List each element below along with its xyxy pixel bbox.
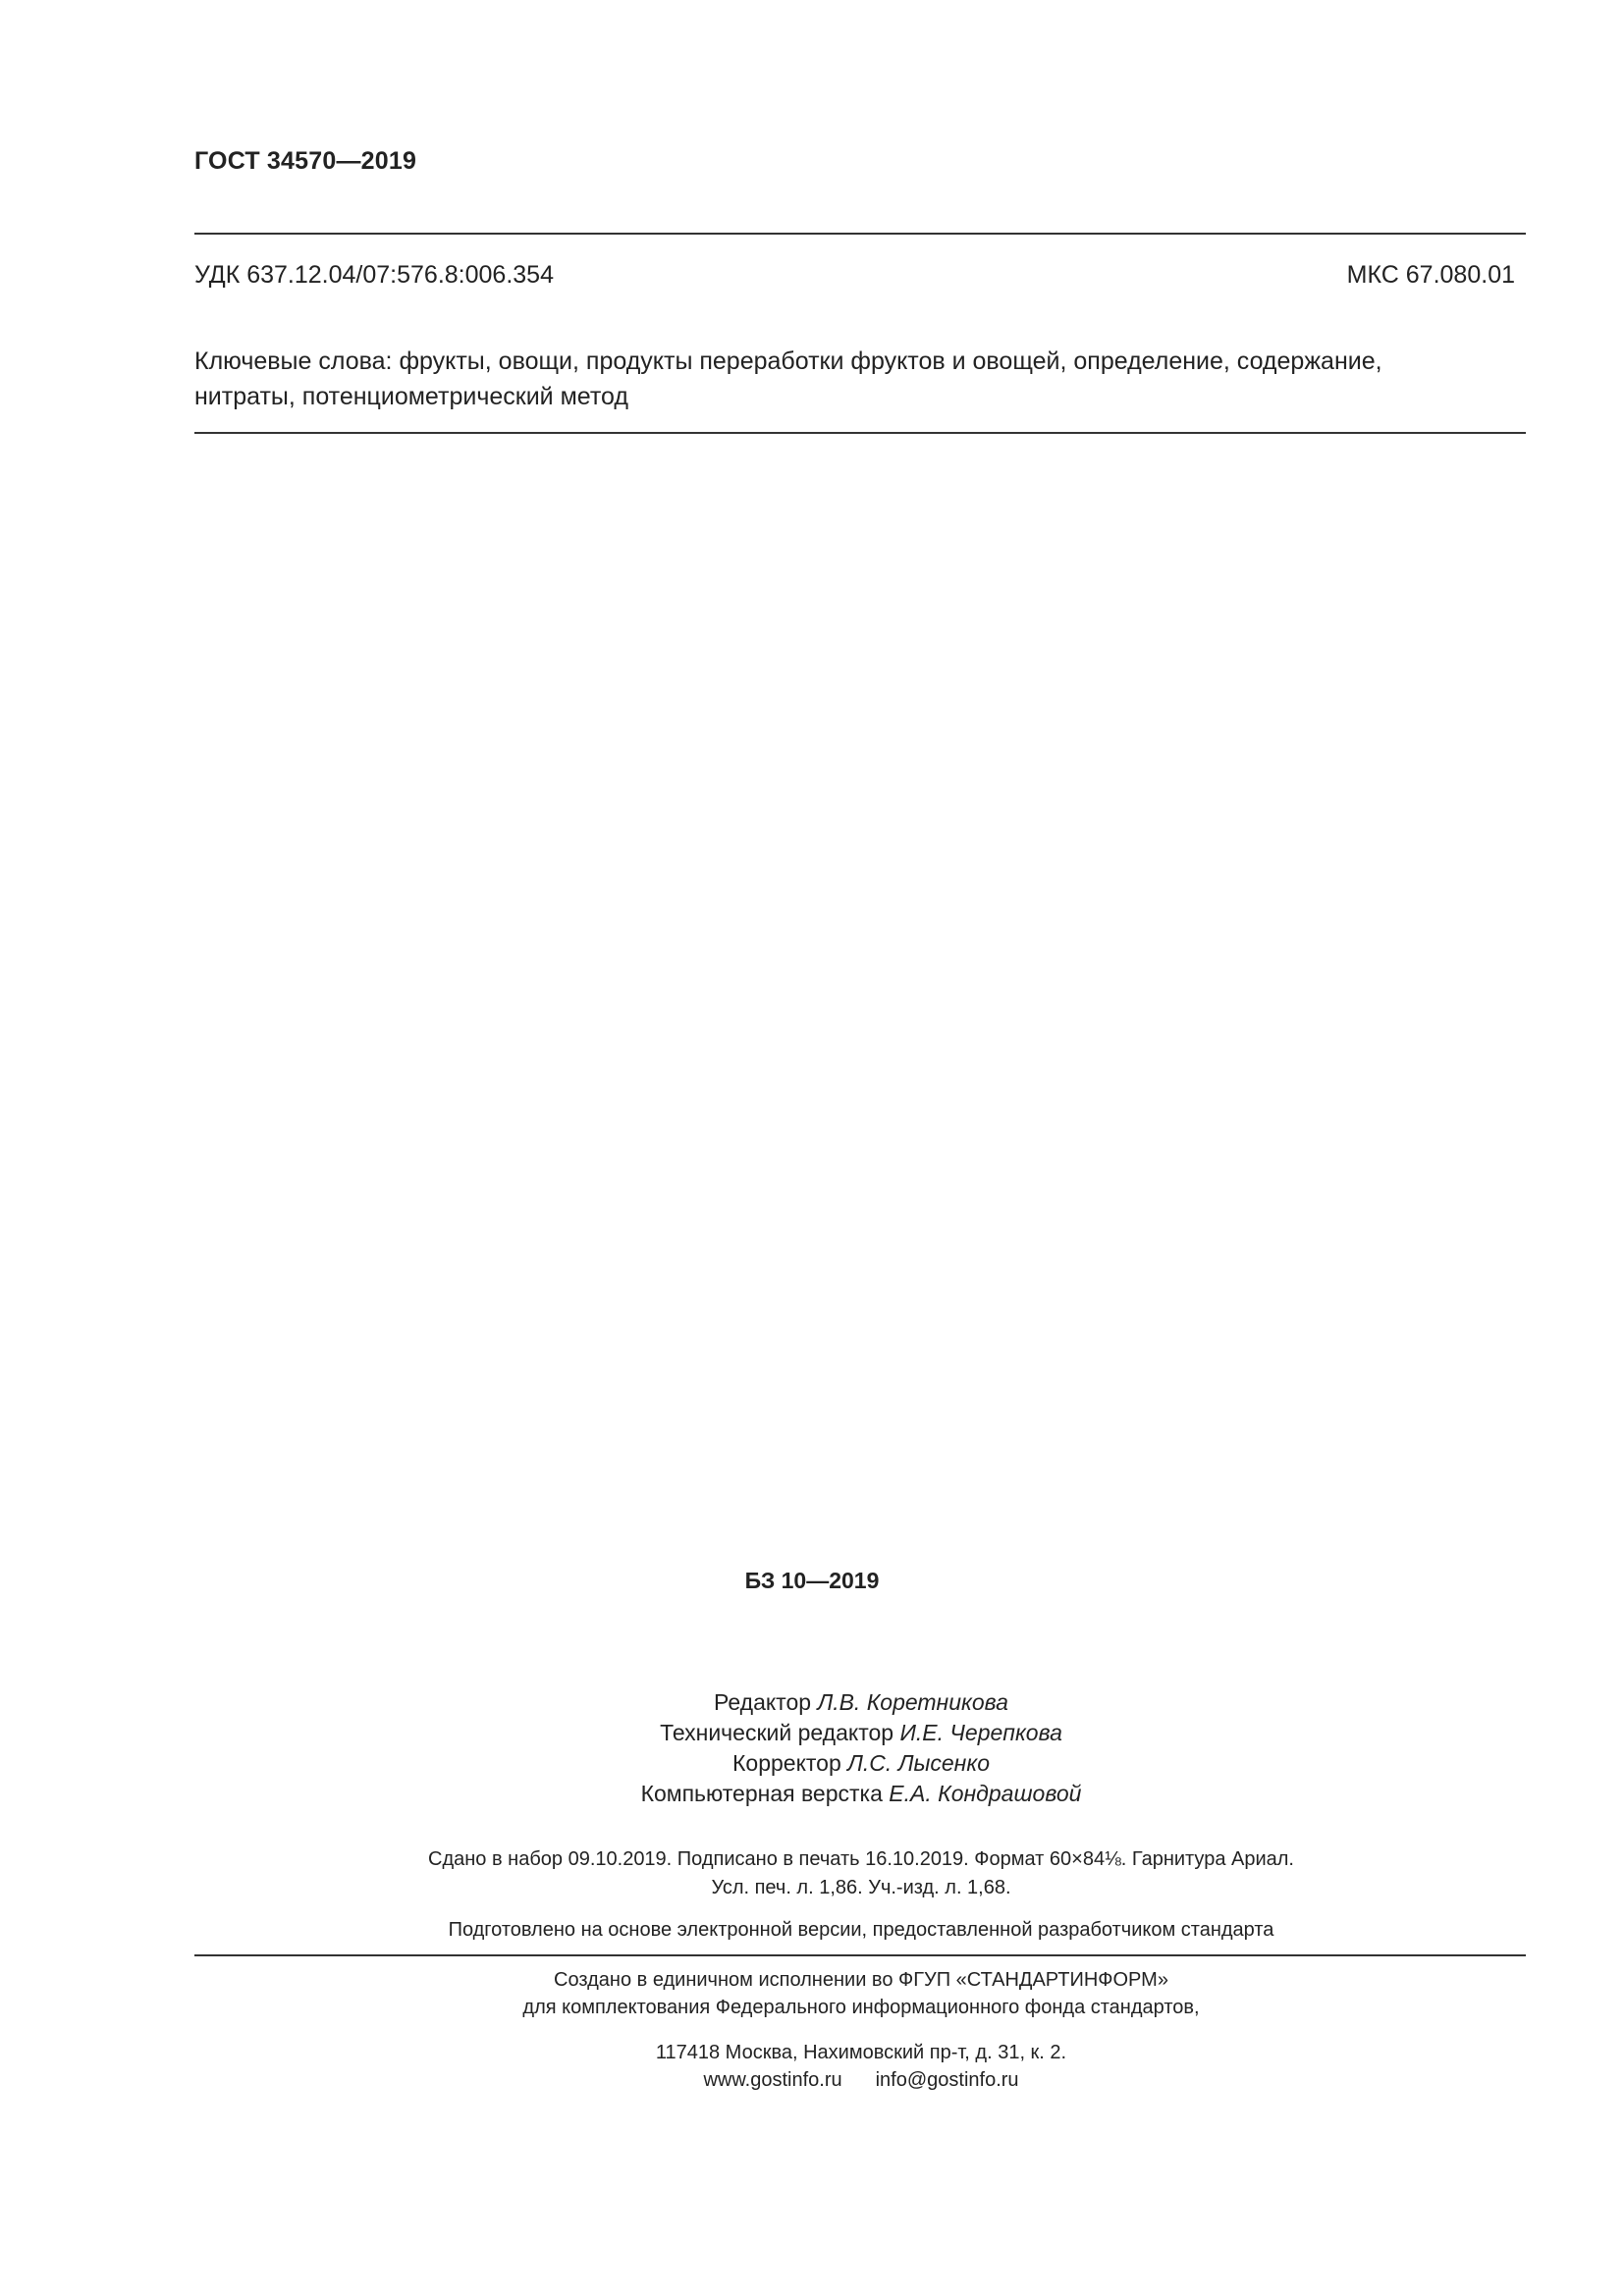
editor-label: Редактор [714, 1689, 812, 1715]
tech-editor-label: Технический редактор [660, 1720, 894, 1745]
keywords-line-1: Ключевые слова: фрукты, овощи, продукты переработки фруктов и овощей, определение, содержание, [194, 347, 1382, 375]
publisher-divider [194, 1954, 1526, 1956]
tech-editor-name: И.Е. Черепкова [899, 1720, 1062, 1745]
publisher-line-2: для комплектования Федерального информационного фонда стандартов, [522, 1997, 1200, 2018]
prepared-note: Подготовлено на основе электронной версии, предоставленной разработчиком стандарта [448, 1919, 1274, 1941]
address-line: 117418 Москва, Нахимовский пр-т, д. 31, к. 2. [655, 2042, 1067, 2063]
editor-name: Л.В. Коретникова [817, 1689, 1008, 1715]
top-divider [194, 233, 1526, 235]
publisher-block [0, 1966, 1624, 2021]
email-link[interactable]: info@gostinfo.ru [875, 2069, 1019, 2091]
standard-code: ГОСТ 34570—2019 [194, 147, 417, 175]
credits-block [0, 1687, 1624, 1809]
layout-label: Компьютерная верстка [640, 1781, 883, 1806]
print-info [0, 1845, 1624, 1902]
layout-name: Е.А. Кондрашовой [889, 1781, 1082, 1806]
mks-code: МКС 67.080.01 [1346, 261, 1515, 289]
proofreader-name: Л.С. Лысенко [847, 1750, 990, 1776]
contacts-line [0, 2066, 1624, 2094]
keywords-divider [194, 432, 1526, 434]
bz-number: БЗ 10—2019 [744, 1568, 880, 1593]
keywords [194, 344, 1530, 414]
print-info-line-2: Усл. печ. л. 1,86. Уч.-изд. л. 1,68. [711, 1877, 1011, 1898]
proofreader-label: Корректор [732, 1750, 841, 1776]
keywords-line-2: нитраты, потенциометрический метод [194, 383, 628, 410]
tech-editor-line [0, 1718, 1624, 1748]
website-link[interactable]: www.gostinfo.ru [703, 2069, 842, 2091]
address-block [0, 2039, 1624, 2094]
editor-line [0, 1687, 1624, 1718]
publisher-line-1: Создано в единичном исполнении во ФГУП «СТАНДАРТИНФОРМ» [554, 1969, 1168, 1991]
proofreader-line [0, 1748, 1624, 1779]
print-info-line-1: Сдано в набор 09.10.2019. Подписано в печать 16.10.2019. Формат 60×84⅛. Гарнитура Ариал. [428, 1848, 1294, 1870]
layout-line [0, 1779, 1624, 1809]
udk-code: УДК 637.12.04/07:576.8:006.354 [194, 261, 554, 289]
